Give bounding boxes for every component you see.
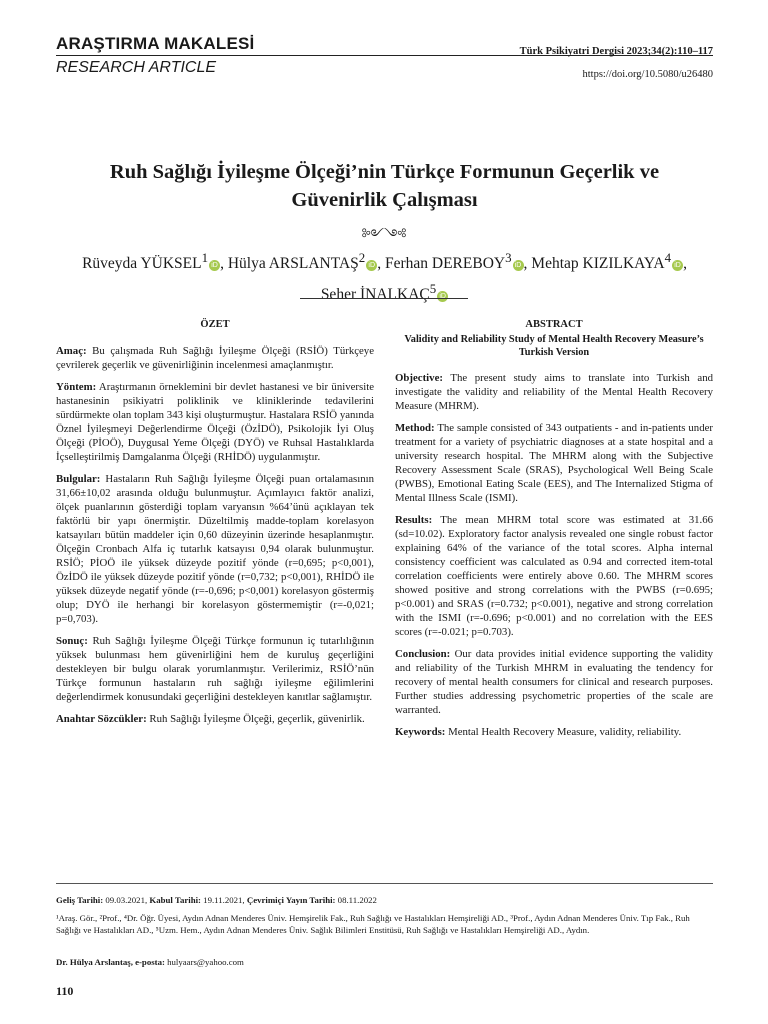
- orcid-icon[interactable]: iD: [437, 291, 448, 302]
- section-text: Our data provides initial evidence supporting the validity and reliability of the Turkish MHRM in evaluating the tendency for recovery of mental health consumers for clinical and research purposes. Further studies addressing psychometric properties of the scale are warranted.: [395, 648, 713, 716]
- online-date: 08.11.2022: [337, 895, 377, 905]
- section-label: Yöntem:: [56, 381, 97, 393]
- section-text: Ruh Sağlığı İyileşme Ölçeği Türkçe formunun iç tutarlılığının yüksek bulunması hem güvenirliğini hem de kuruluş geçerliğini destekleyen bir bulgu olarak yorumlanmıştır. Verilerimiz, RSİÖ’nün Türkçe formunun hastaların ruh sağlığı iyileşme eğilimlerini değerlendirmek konusundaki geçerliğini destekleyen kanıtlar sağlamıştır.: [56, 635, 375, 703]
- ozet-sonuc: [56, 634, 374, 704]
- section-label: Results:: [395, 514, 433, 526]
- author-name: Seher İNALKAÇ: [320, 286, 430, 304]
- abstract-keywords: [395, 725, 713, 739]
- author-name: Mehtap KIZILKAYA: [531, 255, 665, 273]
- orcid-icon[interactable]: iD: [513, 260, 524, 271]
- section-text: Bu çalışmada Ruh Sağlığı İyileşme Ölçeği (RSİÖ) Türkçeye çevrilerek geçerlik ve güvenirliğinin incelenmesi amaçlanmıştır.: [56, 345, 374, 371]
- abstract-heading: ABSTRACT: [525, 319, 583, 330]
- author-name: Hülya ARSLANTAŞ: [227, 255, 359, 273]
- section-label: Sonuç:: [56, 635, 88, 647]
- section-label: Conclusion:: [395, 648, 451, 660]
- article-type-tr: ARAŞTIRMA MAKALESİ: [56, 34, 255, 53]
- journal-info: [520, 40, 713, 86]
- orcid-icon[interactable]: iD: [209, 260, 220, 271]
- ozet-bulgular: [56, 472, 374, 626]
- abstract-title: Validity and Reliability Study of Mental Health Recovery Measure’s Turkish Version: [404, 334, 704, 358]
- footer-rule: [56, 883, 713, 884]
- section-text: Ruh Sağlığı İyileşme Ölçeği, geçerlik, güvenirlik.: [149, 713, 365, 725]
- author-affiliation-mark: 1: [201, 250, 209, 265]
- section-text: Mental Health Recovery Measure, validity, reliability.: [448, 726, 682, 738]
- author-name: Ferhan DEREBOY: [384, 255, 506, 273]
- article-type-en: RESEARCH ARTICLE: [56, 59, 217, 76]
- ozet-keywords: [56, 712, 374, 726]
- abstract-objective: [395, 371, 713, 413]
- abstract-conclusion: [395, 647, 713, 717]
- abstract-results: [395, 513, 713, 639]
- section-label: Method:: [395, 422, 435, 434]
- section-text: The present study aims to translate into Turkish and investigate the validity and reliability of the Mental Health Recovery Measure (MHRM).: [395, 372, 713, 412]
- section-label: Bulgular:: [56, 473, 101, 485]
- title-ornament: ༻༺: [361, 228, 407, 243]
- ozet-yontem: [56, 380, 374, 464]
- received-label: Geliş Tarihi:: [56, 895, 104, 905]
- orcid-icon[interactable]: iD: [366, 260, 377, 271]
- doi-link[interactable]: https://doi.org/10.5080/u26480: [582, 69, 713, 80]
- author-affiliation-mark: 5: [429, 281, 437, 297]
- abstract-method: [395, 421, 713, 505]
- author-name: Rüveyda YÜKSEL: [82, 255, 202, 273]
- orcid-icon[interactable]: iD: [672, 260, 683, 271]
- section-label: Keywords:: [395, 726, 446, 738]
- received-date: 09.03.2021,: [105, 895, 148, 905]
- section-label: Objective:: [395, 372, 443, 384]
- accepted-date: 19.11.2021,: [203, 895, 245, 905]
- author-affiliation-mark: 2: [358, 250, 366, 265]
- title-line-2: Güvenirlik Çalışması: [291, 189, 478, 211]
- section-label: Amaç:: [56, 345, 87, 357]
- author-affiliations: ¹Araş. Gör., ²Prof., ⁴Dr. Öğr. Üyesi, Aydın Adnan Menderes Üniv. Hemşirelik Fak., Ruh Sağlığı ve Hastalıkları Hemşireliği AD., ³Prof., Aydın Adnan Menderes Üniv. Tıp Fak., Ruh Sağlığı ve Hastalıkları AD., ⁵Uzm. Hem., Aydın Adnan Menderes Üniv. Sağlık Bilimleri Enstitüsü, Ruh Sağlığı ve Hastalıkları Hemşireliği AD., Aydın.: [56, 913, 690, 935]
- page-number: 110: [56, 984, 74, 998]
- corresponding-author: [56, 956, 713, 968]
- authors-rule: [300, 298, 468, 299]
- section-text: Hastaların Ruh Sağlığı İyileşme Ölçeği puan ortalamasının 31,66±10,02 arasında olduğu bulunmuştur. Açımlayıcı faktör analizi, ölçek puanlarının gösterdiği toplam varyansın %64’ünü açıklayan tek faktörlü bir yapı önermiştir. Düzeltilmiş madde-toplam korelasyon katsayıları bütün maddeler için 0,60 düzeyinin üzerinde hesaplanmıştır. Ölçeğin Cronbach Alfa iç tutarlık katsayısı 0,94 olarak bulunmuştur. RSİÖ; PİOÖ ile yüksek düzeyde pozitif yönde (r=0,695; p<0,001), ÖzİDÖ ile yüksek düzeyde pozitif yönde (r=0,732; p<0,001), RHİDÖ ile yüksek düzeyde negatif yönde (r=-0,696; p<0,001) korelasyon göstermiş olup; DYÖ ile herhangi bir korelasyon göstermemiştir (r=-0,021; p=0,703).: [56, 473, 374, 625]
- ozet-amac: [56, 344, 374, 372]
- publication-dates: [56, 894, 713, 906]
- author-list: Rüveyda YÜKSEL$^1$iD , Hülya ARSLANTAŞ$^2$iD , Ferhan DEREBOY$^3$iD , Mehtap KIZILKAYA$^4$iD , Seher İNALKAÇ$^5$iD: [82, 250, 687, 304]
- section-text: The sample consisted of 343 outpatients - and in-patients under treatment for a variety of psychiatric diagnoses at a state hospital and a university research hospital. The MHRM along with the Subjective Recovery Assessment Scale (SRAS), Psychological Well Being Scale (PWBS), Emotional Eating Scale (EES), and The Internalized Stigma of Mental Illness Scale (ISMI).: [395, 422, 713, 504]
- abstract-column: [395, 318, 713, 747]
- section-text: The mean MHRM total score was estimated at 31.66 (sd=10.02). Exploratory factor analysis revealed one single robust factor explaining 64% of the variance of the total scores. Alpha internal consistency coefficient was calculated as 0.94 and corrected item-total correlation coefficients were entirely above 0.60. The MHRM scores showed positive and strong correlations with the PWBS (r=0.695; p<0.001) and SRAS (r=0.732; p<0.001), negative and strong correlation with the ISMI (r=-0.696; p<0.001) and no correlation with the EES scores (r=-0.021; p=0.703).: [395, 514, 713, 638]
- ozet-column: [56, 318, 374, 734]
- title-line-1: Ruh Sağlığı İyileşme Ölçeği’nin Türkçe Formunun Geçerlik ve: [109, 161, 660, 183]
- article-title: [56, 158, 713, 214]
- online-label: Çevrimiçi Yayın Tarihi:: [246, 895, 336, 905]
- author-affiliation-mark: 4: [664, 250, 672, 265]
- journal-citation: Türk Psikiyatri Dergisi 2023;34(2):110–117: [519, 46, 713, 57]
- author-affiliation-mark: 3: [505, 250, 512, 265]
- section-label: Anahtar Sözcükler:: [56, 713, 147, 725]
- section-text: Araştırmanın örneklemini bir devlet hastanesi ve bir üniversite hastanesinin psikiyatri poliklinik ve kliniklerinde tedavilerini sürdürmekte olan toplam 343 kişi oluşturmuştur. Hastalara RSİÖ yanında Öznel İyileşmeyi Değerlendirme Ölçeği (ÖzİDÖ), Psikolojik İyi Oluş Ölçeği (PİOÖ), Duygusal Yeme Ölçeği (DYÖ) ve Ruhsal Hastalıklarda İçselleştirilmiş Damgalanma Ölçeği (RHİDÖ) uygulanmıştır.: [56, 381, 375, 463]
- accepted-label: Kabul Tarihi:: [149, 895, 201, 905]
- corresponding-label: Dr. Hülya Arslantaş, e-posta:: [56, 957, 165, 967]
- ozet-heading: ÖZET: [200, 319, 230, 330]
- corresponding-email[interactable]: hulyaars@yahoo.com: [167, 957, 244, 967]
